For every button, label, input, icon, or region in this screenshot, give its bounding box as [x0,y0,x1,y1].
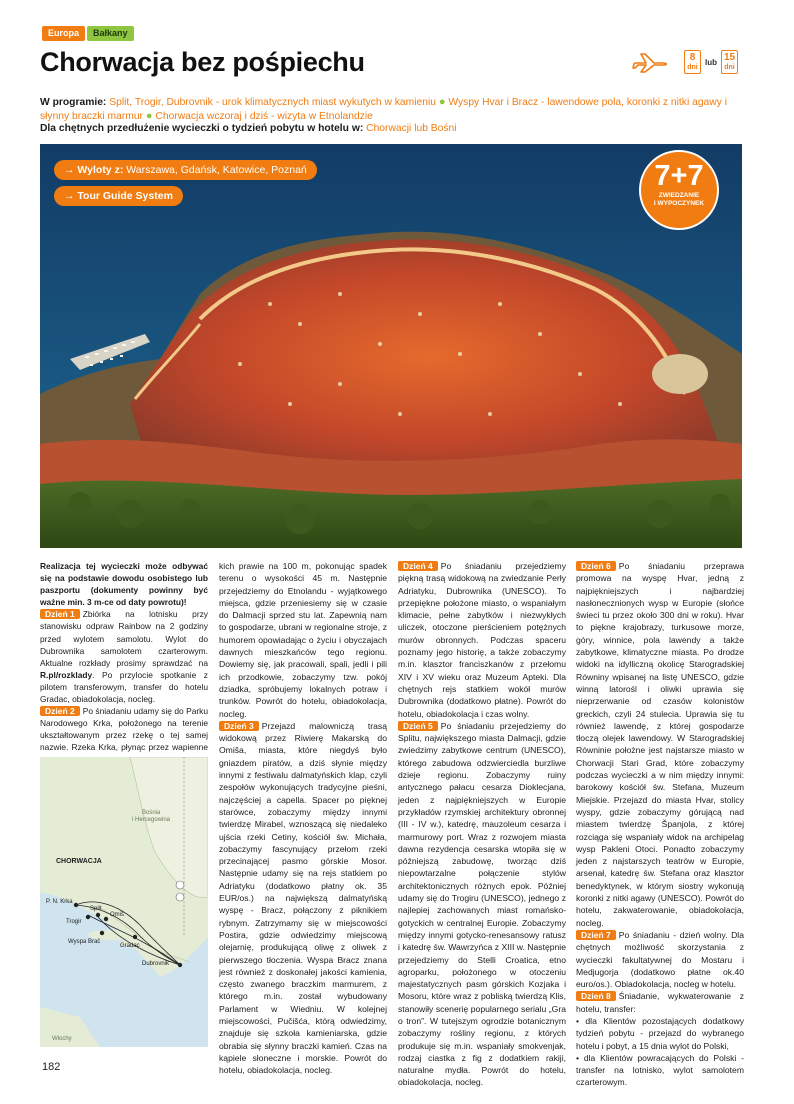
day-1 [40,608,208,705]
badge-line-1: ZWIEDZANIE [658,192,700,199]
zoom-out-icon[interactable] [176,893,184,901]
day-8-bullet-2: • dla Klientów powracających do Polski - transfer na lotnisko, wylot samolotem czarterowym. [576,1052,744,1088]
bullet-dot-icon: ● [438,96,446,108]
page-number: 182 [42,1061,61,1073]
day-3-label: Dzień 3 [219,721,259,731]
badge-line-2: I WYPOCZYNEK [653,200,705,207]
map-city-gradac: Gradac [120,943,140,949]
map-city-brac: Wyspa Brač [68,939,101,945]
day-2-label: Dzień 2 [40,706,80,716]
day-3 [219,720,387,1077]
map-label-croatia: CHORWACJA [56,858,102,865]
duration-unit: dni [724,64,735,71]
map-label-italy: Włochy [52,1036,72,1042]
day-3-text: Przejazd malowniczą trasą widokową przez Riwierę Makarską do Omiša, miasta, które niegdyś było gniazdem piratów, a dziś słynie między innymi z festiwalu dalmatyńskich klap, czyli zespołów wykonujących tradycyjne pieśni, najczęściej a capella. Spacer po pięknej starówce, zobaczymy między innymi twierdzę Mirabel, wznoszącą się niedaleko ujścia rzeki Cetiny, kościół św. Michała, zobaczymy fascynujący przełom rzeki przecinającej pasmo górskie Mosor. Następnie udamy się na rejs statkiem po Adriatyku (dodatkowo płatny ok. 35 EUR/os.) na największą dalmatyńską wyspę - Bracz, połączony z piknikiem rybnym. Zatrzymamy się w miejscowości Postira, gdzie odwiedzimy miejscową olejarnię, produkującą oliwę z oliwek z pierwszego tłoczenia. Wyspa Bracz znana jest również z doskonałej jakości kamienia, często zwanego braczkim marmurem, z którego m.in. został wybudowany Parlament w Wiedniu. W kolejnej miejscowości, Pučišća, którą odwiedzimy, znajduje się szkoła kamieniarska, gdzie obrabia się słynny braczki kamień. Czas na kąpiele słoneczne i morskie. Powrót do hotelu, obiadokolacja, nocleg. [219,720,387,1076]
day-8 [576,990,744,1015]
day-1-text-end: . Po przylocie spotkanie z pilotem transferowym, transfer do hotelu Gradac, obiadokolacja, nocleg. [40,669,208,705]
day-7 [576,929,744,990]
badge-number: 7+7 [654,160,704,192]
program-summary [40,96,750,136]
program-label: W programie: [40,97,107,108]
day-4-text: Po śniadaniu przejedziemy piękną trasą widokową na zwiedzanie Perły Adriatyku, Dubrownika (UNESCO). To przepiękne położone miasto, o wspaniałym klimacie, pełne zabytków i niezwykłych uliczek, otoczone pierścieniem potężnych murów obronnych. Podczas spaceru poznamy jego historię, a także zobaczymy m.in. klasztor franciszkanów z przełomu XIV i XV wieku oraz Muzeum Apteki. Dla chętnych rejs statkiem wokół murów Dubrownika (dodatkowo płatne). Powrót do hotelu, obiadokolacja i czas wolny. [398,561,566,719]
day-1-label: Dzień 1 [40,609,80,619]
map-label-bosnia: Bośnia [142,810,161,816]
route-map-drawing [40,757,208,1047]
duration-8-number: 8 [689,52,696,63]
extension-label: Dla chętnych przedłużenie wycieczki o tydzień pobytu w hotelu w: [40,123,364,135]
map-city-omis: Omiš [110,912,124,918]
hero-photo-dubrovnik [40,144,742,548]
route-map [40,757,208,1047]
day-5 [398,720,566,1089]
tag-europa[interactable]: Europa [42,26,85,41]
day-8-bullet-1: • dla Klientów pozostających dodatkowy tydzień pobytu - przejazd do wybranego hotelu i pobyt, a 15 dnia wylot do Polski, [576,1015,744,1051]
duration-8-days[interactable] [684,50,701,74]
day-8-label: Dzień 8 [576,991,616,1001]
day-2-text: Po śniadaniu udamy się do Parku Narodowego Krka, położonego na terenie ukształtowanym przez rzekę o tej samej nazwie. Rzeka Krka, płynąc przez wapienne [40,706,208,753]
tour-guide-label: Tour Guide System [77,190,173,202]
map-city-trogir: Trogir [66,919,82,925]
day-2-continued: kich prawie na 100 m, pokonując spadek terenu o wysokości 45 m. Następnie przejedziemy do Etnolandu - wyjątkowego miejsca, gdzie przeniesiemy się w czasie do Dalmacji sprzed stu lat. Zapewnią nam to gospodarze, ubrani w regionalne stroje, z humorem opowiadając o życiu i obyczajach dawnych mieszkańców tego regionu. Dowiemy się, jak pracowali, spali, jedli i pili ich przodkowie, zobaczymy tzw. pokój dziadka, spróbujemy lokalnych potraw i trunków. Powrót do hotelu, obiadokolacja, nocleg. [219,561,387,719]
tag-balkany[interactable]: Bałkany [87,26,134,41]
column-4 [576,560,744,1089]
map-city-dubrovnik: Dubrovnik [142,961,170,967]
day-6-label: Dzień 6 [576,561,616,571]
day-7-label: Dzień 7 [576,930,616,940]
passport-note: Realizacja tej wycieczki może odbywać się na podstawie dowodu osobistego lub paszportu (dokumenty powinny być ważne min. 3 m-ce od daty powrotu)! [40,561,208,608]
tour-guide-pill[interactable]: → Tour Guide System [54,186,183,206]
schedule-link[interactable]: R.pl/rozklady [40,669,93,680]
map-label-herzegovina: i Hercegowina [132,817,171,823]
departures-pill[interactable]: → Wyloty z: Warszawa, Gdańsk, Katowice, Poznań [54,160,317,180]
tag-row [42,26,134,41]
day-4 [398,560,566,720]
page-title: Chorwacja bez pośpiechu [40,47,365,77]
departures-cities: Warszawa, Gdańsk, Katowice, Poznań [126,164,307,176]
day-1-text: Zbiórka na lotnisku przy stanowisku odpraw Rainbow na 2 godziny przed wylotem samolotu. Wylot do Dubrownika samolotem czarterowym. Aktualne rozkłady prosimy sprawdzać na [40,609,208,668]
column-3 [398,560,566,1089]
column-2 [219,560,387,1076]
tour-type-badge [639,150,719,230]
duration-selector [632,50,738,74]
map-city-split: Split [90,906,102,912]
day-7-text: Po śniadaniu - dzień wolny. Dla chętnych możliwość skorzystania z wycieczki fakultatywnej do Mostaru i Medjugorja (dodatkowo płatne ok.40 euro/os.). Obiadokolacja, nocleg w hotelu. [576,929,744,990]
map-city-krka: P. N. Krka [46,899,73,905]
program-item-1: Split, Trogir, Dubrovnik - urok klimatycznych miast wykutych w kamieniu [109,97,436,108]
program-item-2: Wyspy Hvar i Bracz - lawendowe pola, koronki z nitki agawy i słynny braczki marmur [40,97,728,122]
departures-label: Wyloty z: [77,164,124,176]
duration-15-days[interactable] [721,50,738,74]
bullet-dot-icon: ● [145,109,153,122]
day-6 [576,560,744,929]
plane-icon [632,51,670,73]
day-4-label: Dzień 4 [398,561,438,571]
day-8-text: Śniadanie, wykwaterowanie z hotelu, transfer: [576,991,744,1014]
duration-unit: dni [687,64,698,71]
day-6-text: Po śniadaniu przeprawa promowa na wyspę Hvar, jedną z najpiękniejszych i najbardziej nasłonecznionych wysp w Europie (słońce świeci tu przez około 300 dni w roku). Hvar to piękne krajobrazy, turkusowe morze, góry, winnice, pola lawendy a także zabytkowe, klimatyczne miasta. Po drodze widoki na idylliczną okolicę Starogradskiej Równiny wpisanej na listę UNESCO, gdzie winną latorośl i oliwki uprawia się nieprzerwanie od czasów kolonistów greckich, czyli 24 stulecia. Uprawia się tu również lawendę, z której gospodarze tłoczą olejek lawendowy. W Starogradskiej Równinie położne jest najstarsze miasto w Chorwacji Stari Grad, które zobaczymy podczas wycieczki a w nim między innymi: barokowy kościół św. Stefana, Muzeum Miejskie. Przejazd do miasta Hvar, stolicy wyspy, gdzie zobaczymy górującą nad miastem twierdzę Španjola, z której rozciąga się wspaniały widok na archipelag wysp Pakleni Otoci. Ponadto zobaczymy jeden z najstarszych teatrów w Europie, arsenał, katedrę św. Stefana oraz klasztor benedyktynek, w którym siostry wykonują koronki z nitki agawy (UNESCO). Powrót do hotelu, zakwaterowanie, obiadokolacja, nocleg. [576,561,744,928]
program-item-3: Chorwacja wczoraj i dziś - wizyta w Etnolandzie [155,110,373,122]
day-5-label: Dzień 5 [398,721,438,731]
duration-connector: lub [705,57,717,67]
day-5-text: Po śniadaniu przejedziemy do Splitu, największego miasta Dalmacji, gdzie zwiedzimy zabytkowe centrum (UNESCO), którego zabudowa odzwierciedla burzliwe dzieje regionu. Zobaczymy ruiny antycznego pałacu cesarza Dioklecjana, jeden z najpiękniejszych w Europie przykładów rzymskiej architektury obronnej (III - IV w.), katedrę, mauzoleum cesarza i marmurowy port. Wraz z rozwojem miasta dawna rezydencja cesarska wtopiła się w późniejszą zabudowę, tworząc dziś niepowtarzalne połączenie stylów architektonicznych różnych epok. Później udamy się do Trogiru (UNESCO), jednego z najlepiej zachowanych miast romańsko-gotyckich w centralnej Europie. Zobaczymy między innymi gotycko-renesansowy ratusz i katedrę św. Wawrzyńca z XIII w. Następnie przejedziemy do Stelli Croatica, etno agroparku, położonego w otoczeniu majestatycznych pasm górskich Kozjaka i Mosoru, które wraz z pobliską twierdzą Klis, stanowiły scenerię popularnego serialu „Gra o tron”. W tutejszym ogrodzie botanicznym zobaczymy rośliny regionu, z których produkuje się m.in. wspaniały smokvenjak, rodzaj ciastka z fig z dodatkiem rakiji, naturalne mydła. Powrót do hotelu, obiadokolacja, nocleg. [398,720,566,1088]
extension-value: Chorwacji lub Bośni [366,123,457,135]
zoom-in-icon[interactable] [176,881,184,889]
duration-15-number: 15 [723,52,736,63]
